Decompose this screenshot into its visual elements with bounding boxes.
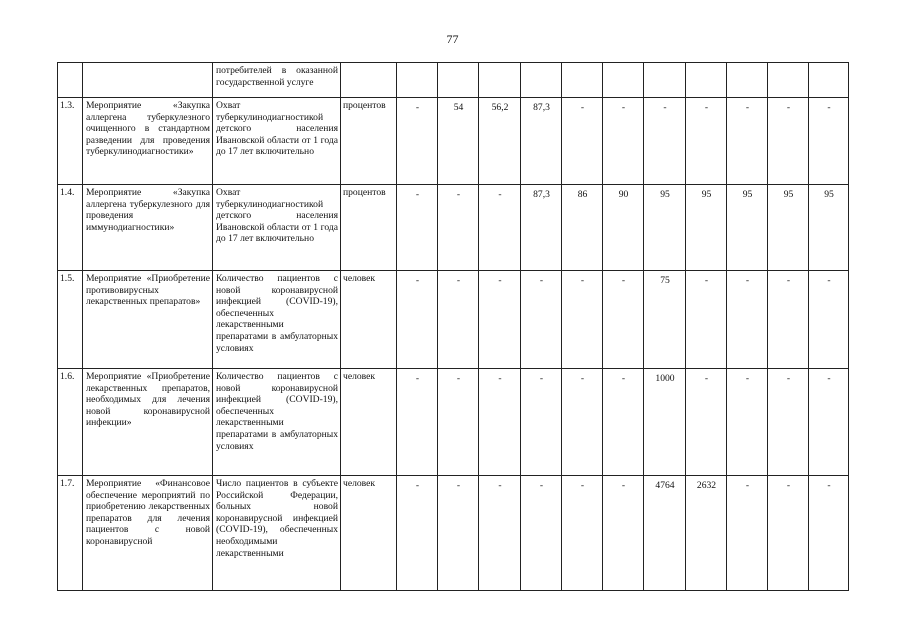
table-row <box>58 369 849 476</box>
measure-name: Мероприятие «Закупка аллергена туберкулезного для проведения иммунодиагностики» <box>83 185 213 271</box>
value-cell: - <box>562 98 603 185</box>
value-cell: 4764 <box>644 476 686 591</box>
value-cell: 95 <box>809 185 849 271</box>
measure-name: Мероприятие «Приобретение противовирусных лекарственных препаратов» <box>83 271 213 369</box>
value-cell <box>521 63 562 98</box>
indicator-name: Охват туберкулинодиагностикой детского населения Ивановской области от 1 года до 17 лет включительно <box>213 98 341 185</box>
value-cell: 95 <box>644 185 686 271</box>
row-number <box>58 63 83 98</box>
page-number: 77 <box>446 32 459 46</box>
value-cell: - <box>521 271 562 369</box>
value-cell: - <box>438 185 479 271</box>
value-cell: 56,2 <box>479 98 521 185</box>
value-cell: - <box>562 369 603 476</box>
table-row <box>58 476 849 591</box>
value-cell: 90 <box>603 185 644 271</box>
value-cell <box>727 63 768 98</box>
value-cell: - <box>603 271 644 369</box>
measure-name: Мероприятие «Закупка аллергена туберкулезного очищенного в стандартном разведении для проведения туберкулинодиагностики» <box>83 98 213 185</box>
unit: процентов <box>341 98 397 185</box>
value-cell <box>644 63 686 98</box>
value-cell: - <box>397 98 438 185</box>
value-cell: - <box>809 476 849 591</box>
value-cell <box>603 63 644 98</box>
value-cell: - <box>438 369 479 476</box>
indicator-name: Количество пациентов с новой коронавирусной инфекцией (COVID-19), обеспеченных лекарственными препаратами в амбулаторных условиях <box>213 271 341 369</box>
measure-name <box>83 63 213 98</box>
table-row <box>58 63 849 98</box>
value-cell: - <box>397 476 438 591</box>
value-cell: - <box>479 271 521 369</box>
value-cell: 87,3 <box>521 185 562 271</box>
value-cell <box>809 63 849 98</box>
value-cell: 75 <box>644 271 686 369</box>
value-cell: - <box>686 369 727 476</box>
value-cell <box>397 63 438 98</box>
row-number: 1.6. <box>58 369 83 476</box>
value-cell: - <box>644 98 686 185</box>
value-cell: - <box>768 98 809 185</box>
value-cell: - <box>438 271 479 369</box>
row-number: 1.3. <box>58 98 83 185</box>
table-row <box>58 185 849 271</box>
value-cell: - <box>727 476 768 591</box>
value-cell: - <box>397 185 438 271</box>
measures-table <box>57 62 849 591</box>
value-cell: - <box>603 369 644 476</box>
measure-name: Мероприятие «Финансовое обеспечение мероприятий по приобретению лекарственных препаратов для лечения пациентов с новой коронавирусной <box>83 476 213 591</box>
row-number: 1.7. <box>58 476 83 591</box>
value-cell: 1000 <box>644 369 686 476</box>
value-cell <box>438 63 479 98</box>
value-cell: 87,3 <box>521 98 562 185</box>
value-cell: - <box>686 98 727 185</box>
table-row <box>58 271 849 369</box>
value-cell: - <box>768 369 809 476</box>
value-cell: - <box>727 271 768 369</box>
value-cell: 95 <box>768 185 809 271</box>
unit: человек <box>341 369 397 476</box>
unit: человек <box>341 476 397 591</box>
value-cell: - <box>727 98 768 185</box>
value-cell: - <box>809 271 849 369</box>
value-cell: 2632 <box>686 476 727 591</box>
row-number: 1.5. <box>58 271 83 369</box>
indicator-name: Количество пациентов с новой коронавирусной инфекцией (COVID-19), обеспеченных лекарственными препаратами в амбулаторных условиях <box>213 369 341 476</box>
value-cell: - <box>562 271 603 369</box>
value-cell: - <box>809 369 849 476</box>
value-cell: 86 <box>562 185 603 271</box>
value-cell <box>479 63 521 98</box>
value-cell: - <box>603 98 644 185</box>
value-cell <box>686 63 727 98</box>
value-cell: - <box>562 476 603 591</box>
value-cell: - <box>521 476 562 591</box>
value-cell: - <box>521 369 562 476</box>
value-cell: - <box>438 476 479 591</box>
value-cell: 95 <box>686 185 727 271</box>
value-cell: - <box>603 476 644 591</box>
table-row <box>58 98 849 185</box>
value-cell <box>768 63 809 98</box>
value-cell: - <box>397 271 438 369</box>
value-cell: 54 <box>438 98 479 185</box>
indicator-name: потребителей в оказанной государственной услуге <box>213 63 341 98</box>
value-cell: - <box>686 271 727 369</box>
value-cell: - <box>479 369 521 476</box>
value-cell: - <box>479 185 521 271</box>
value-cell: - <box>809 98 849 185</box>
row-number: 1.4. <box>58 185 83 271</box>
unit: процентов <box>341 185 397 271</box>
indicator-name: Охват туберкулинодиагностикой детского населения Ивановской области от 1 года до 17 лет включительно <box>213 185 341 271</box>
value-cell: - <box>479 476 521 591</box>
measure-name: Мероприятие «Приобретение лекарственных препаратов, необходимых для лечения новой коронавирусной инфекции» <box>83 369 213 476</box>
unit: человек <box>341 271 397 369</box>
indicator-name: Число пациентов в субъекте Российской Федерации, больных новой коронавирусной инфекцией (COVID-19), обеспеченных необходимыми лекарственными <box>213 476 341 591</box>
value-cell <box>562 63 603 98</box>
unit <box>341 63 397 98</box>
value-cell: - <box>768 271 809 369</box>
value-cell: 95 <box>727 185 768 271</box>
value-cell: - <box>397 369 438 476</box>
value-cell: - <box>727 369 768 476</box>
value-cell: - <box>768 476 809 591</box>
